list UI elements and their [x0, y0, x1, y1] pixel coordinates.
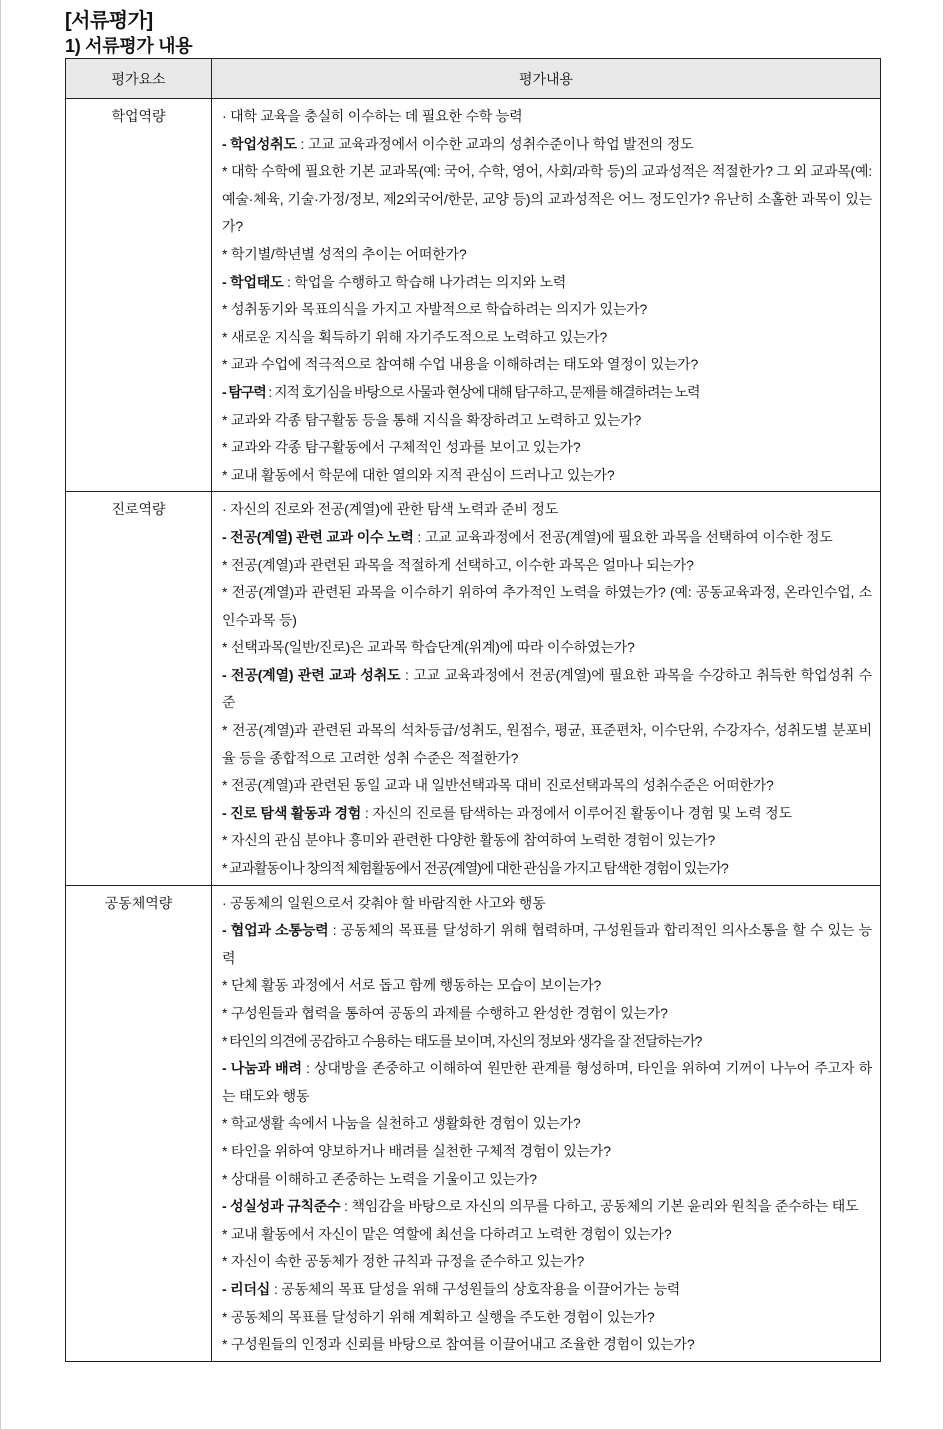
section-title: [서류평가] — [65, 10, 153, 32]
table-header-row — [66, 59, 881, 99]
criteria-text: * 타인을 위하여 양보하거나 배려를 실천한 구체적 경험이 있는가? — [222, 1142, 611, 1159]
criteria-item — [222, 379, 872, 407]
criteria-text: * 교과 수업에 적극적으로 참여해 수업 내용을 이해하려는 태도와 열정이 있는가? — [222, 356, 699, 373]
criteria-text: : 공동체의 목표를 달성하기 위해 협력하며, 구성원들과 합리적인 의사소통을 할 수 있는 능력 — [222, 922, 873, 966]
criteria-text: * 전공(계열)과 관련된 과목의 석차등급/성취도, 원점수, 평균, 표준편차, 이수단위, 수강자수, 성취도별 분포비율 등을 종합적으로 고려한 성취 수준은 적절한가? — [222, 722, 872, 766]
criteria-heading: - 전공(계열) 관련 교과 성취도 — [222, 666, 401, 683]
criteria-text: * 전공(계열)과 관련된 과목을 이수하기 위하여 추가적인 노력을 하였는가? (예: 공동교육과정, 온라인수업, 소인수과목 등) — [222, 584, 872, 628]
criteria-item — [222, 1000, 872, 1028]
criteria-text: * 학교생활 속에서 나눔을 실천하고 생활화한 경험이 있는가? — [222, 1115, 581, 1132]
criteria-item — [222, 890, 872, 918]
criteria-heading: - 전공(계열) 관련 교과 이수 노력 — [222, 528, 414, 545]
criteria-item — [222, 917, 872, 972]
criteria-item — [222, 1110, 872, 1138]
content-cell — [212, 492, 881, 885]
evaluation-table — [65, 58, 881, 1362]
criteria-item — [222, 524, 872, 552]
criteria-text: · 공동체의 일원으로서 갖춰야 할 바람직한 사고와 행동 — [222, 894, 546, 911]
header-content: 평가내용 — [212, 59, 881, 99]
criteria-item — [222, 579, 872, 634]
table-row-career — [66, 492, 881, 885]
criteria-item — [222, 717, 872, 772]
criteria-item — [222, 324, 872, 352]
criteria-item — [222, 131, 872, 159]
criteria-item — [222, 462, 872, 490]
header-element: 평가요소 — [66, 59, 212, 99]
criteria-text: · 대학 교육을 충실히 이수하는 데 필요한 수학 능력 — [222, 108, 523, 124]
criteria-item — [222, 1028, 872, 1056]
criteria-item — [222, 800, 872, 828]
criteria-heading: - 나눔과 배려 — [222, 1060, 302, 1077]
criteria-item — [222, 662, 872, 717]
criteria-text: * 대학 수학에 필요한 기본 교과목(예: 국어, 수학, 영어, 사회/과학 등)의 교과성적은 적절한가? 그 외 교과목(예: 예술·체육, 기술·가정/정보, 제2외국어/한문, 교양 등)의 교과성적은 어느 정도인가? 유난히 소홀한 과목이 있는가? — [222, 163, 872, 235]
criteria-text: * 교과활동이나 창의적 체험활동에서 전공(계열)에 대한 관심을 가지고 탐색한 경험이 있는가? — [222, 860, 728, 877]
category-cell: 학업역량 — [66, 99, 212, 492]
criteria-text: * 교내 활동에서 자신이 맡은 역할에 최선을 다하려고 노력한 경험이 있는가? — [222, 1225, 672, 1242]
criteria-item — [222, 434, 872, 462]
criteria-item — [222, 634, 872, 662]
section-subtitle: 1) 서류평가 내용 — [65, 36, 193, 56]
criteria-text: : 학업을 수행하고 학습해 나가려는 의지와 노력 — [283, 273, 567, 290]
criteria-text: : 지적 호기심을 바탕으로 사물과 현상에 대해 탐구하고, 문제를 해결하려는 노력 — [265, 383, 700, 400]
criteria-text: * 새로운 지식을 획득하기 위해 자기주도적으로 노력하고 있는가? — [222, 328, 608, 345]
criteria-item — [222, 1193, 872, 1221]
category-cell: 진로역량 — [66, 492, 212, 885]
criteria-text: * 단체 활동 과정에서 서로 돕고 함께 행동하는 모습이 보이는가? — [222, 977, 602, 994]
criteria-heading: - 탐구력 — [222, 383, 266, 400]
criteria-text: : 고교 교육과정에서 이수한 교과의 성취수준이나 학업 발전의 정도 — [296, 135, 694, 152]
criteria-heading: - 리더십 — [222, 1280, 271, 1297]
criteria-text: * 교내 활동에서 학문에 대한 열의와 지적 관심이 드러나고 있는가? — [222, 466, 615, 483]
criteria-item — [222, 1055, 872, 1110]
criteria-item — [222, 855, 872, 883]
criteria-heading: - 진로 탐색 활동과 경험 — [222, 804, 362, 821]
criteria-item — [222, 1138, 872, 1166]
criteria-item — [222, 552, 872, 580]
criteria-item — [222, 407, 872, 435]
criteria-text: * 선택과목(일반/진로)은 교과목 학습단계(위계)에 따라 이수하였는가? — [222, 639, 635, 656]
criteria-text: * 학기별/학년별 성적의 추이는 어떠한가? — [222, 245, 467, 262]
criteria-text: * 자신이 속한 공동체가 정한 규칙과 규정을 준수하고 있는가? — [222, 1253, 585, 1270]
criteria-text: * 성취동기와 목표의식을 가지고 자발적으로 학습하려는 의지가 있는가? — [222, 301, 648, 318]
criteria-text: : 고교 교육과정에서 전공(계열)에 필요한 과목을 수강하고 취득한 학업성취 수준 — [222, 666, 872, 711]
criteria-item — [222, 103, 872, 131]
criteria-item — [222, 351, 872, 379]
criteria-heading: - 학업태도 — [222, 273, 284, 290]
criteria-item — [222, 1276, 872, 1304]
criteria-text: * 공동체의 목표를 달성하기 위해 계획하고 실행을 주도한 경험이 있는가? — [222, 1308, 655, 1325]
content-cell — [212, 99, 881, 492]
table-row-community — [66, 885, 881, 1361]
table-row-academic — [66, 99, 881, 492]
criteria-heading: - 학업성취도 — [222, 135, 297, 152]
criteria-item — [222, 296, 872, 324]
criteria-heading: - 협업과 소통능력 — [222, 922, 329, 939]
criteria-text: * 구성원들과 협력을 통하여 공동의 과제를 수행하고 완성한 경험이 있는가? — [222, 1005, 668, 1021]
criteria-text: * 전공(계열)과 관련된 과목을 적절하게 선택하고, 이수한 과목은 얼마나 되는가? — [222, 556, 694, 573]
criteria-item — [222, 772, 872, 800]
criteria-heading: - 성실성과 규칙준수 — [222, 1198, 341, 1215]
criteria-text: · 자신의 진로와 전공(계열)에 관한 탐색 노력과 준비 정도 — [222, 501, 559, 518]
criteria-item — [222, 1221, 872, 1249]
criteria-text: * 전공(계열)과 관련된 동일 교과 내 일반선택과목 대비 진로선택과목의 성취수준은 어떠한가? — [222, 777, 774, 794]
criteria-item — [222, 1248, 872, 1276]
criteria-text: * 구성원들의 인정과 신뢰를 바탕으로 참여를 이끌어내고 조율한 경험이 있는가? — [222, 1336, 695, 1353]
criteria-text: : 공동체의 목표 달성을 위해 구성원들의 상호작용을 이끌어가는 능력 — [270, 1280, 681, 1297]
criteria-text: * 상대를 이해하고 존중하는 노력을 기울이고 있는가? — [222, 1170, 537, 1187]
criteria-item — [222, 241, 872, 269]
category-cell: 공동체역량 — [66, 885, 212, 1361]
criteria-item — [222, 1331, 872, 1359]
criteria-text: * 교과와 각종 탐구활동 등을 통해 지식을 확장하려고 노력하고 있는가? — [222, 411, 642, 428]
criteria-text: : 책임감을 바탕으로 자신의 의무를 다하고, 공동체의 기본 윤리와 원칙을 준수하는 태도 — [340, 1198, 859, 1215]
criteria-item — [222, 1304, 872, 1332]
criteria-text: : 상대방을 존중하고 이해하여 원만한 관계를 형성하며, 타인을 위하여 기꺼이 나누어 주고자 하는 태도와 행동 — [222, 1060, 872, 1104]
criteria-item — [222, 158, 872, 241]
criteria-item — [222, 496, 872, 524]
criteria-item — [222, 827, 872, 855]
criteria-text: * 타인의 의견에 공감하고 수용하는 태도를 보이며, 자신의 정보와 생각을 잘 전달하는가? — [222, 1032, 702, 1049]
criteria-text: : 자신의 진로를 탐색하는 과정에서 이루어진 활동이나 경험 및 노력 정도 — [361, 804, 792, 821]
content-cell — [212, 885, 881, 1361]
criteria-item — [222, 972, 872, 1000]
criteria-item — [222, 269, 872, 297]
criteria-text: : 고교 교육과정에서 전공(계열)에 필요한 과목을 선택하여 이수한 정도 — [413, 528, 833, 545]
criteria-item — [222, 1166, 872, 1194]
criteria-text: * 교과와 각종 탐구활동에서 구체적인 성과를 보이고 있는가? — [222, 439, 581, 456]
criteria-text: * 자신의 관심 분야나 흥미와 관련한 다양한 활동에 참여하여 노력한 경험이 있는가? — [222, 832, 716, 849]
